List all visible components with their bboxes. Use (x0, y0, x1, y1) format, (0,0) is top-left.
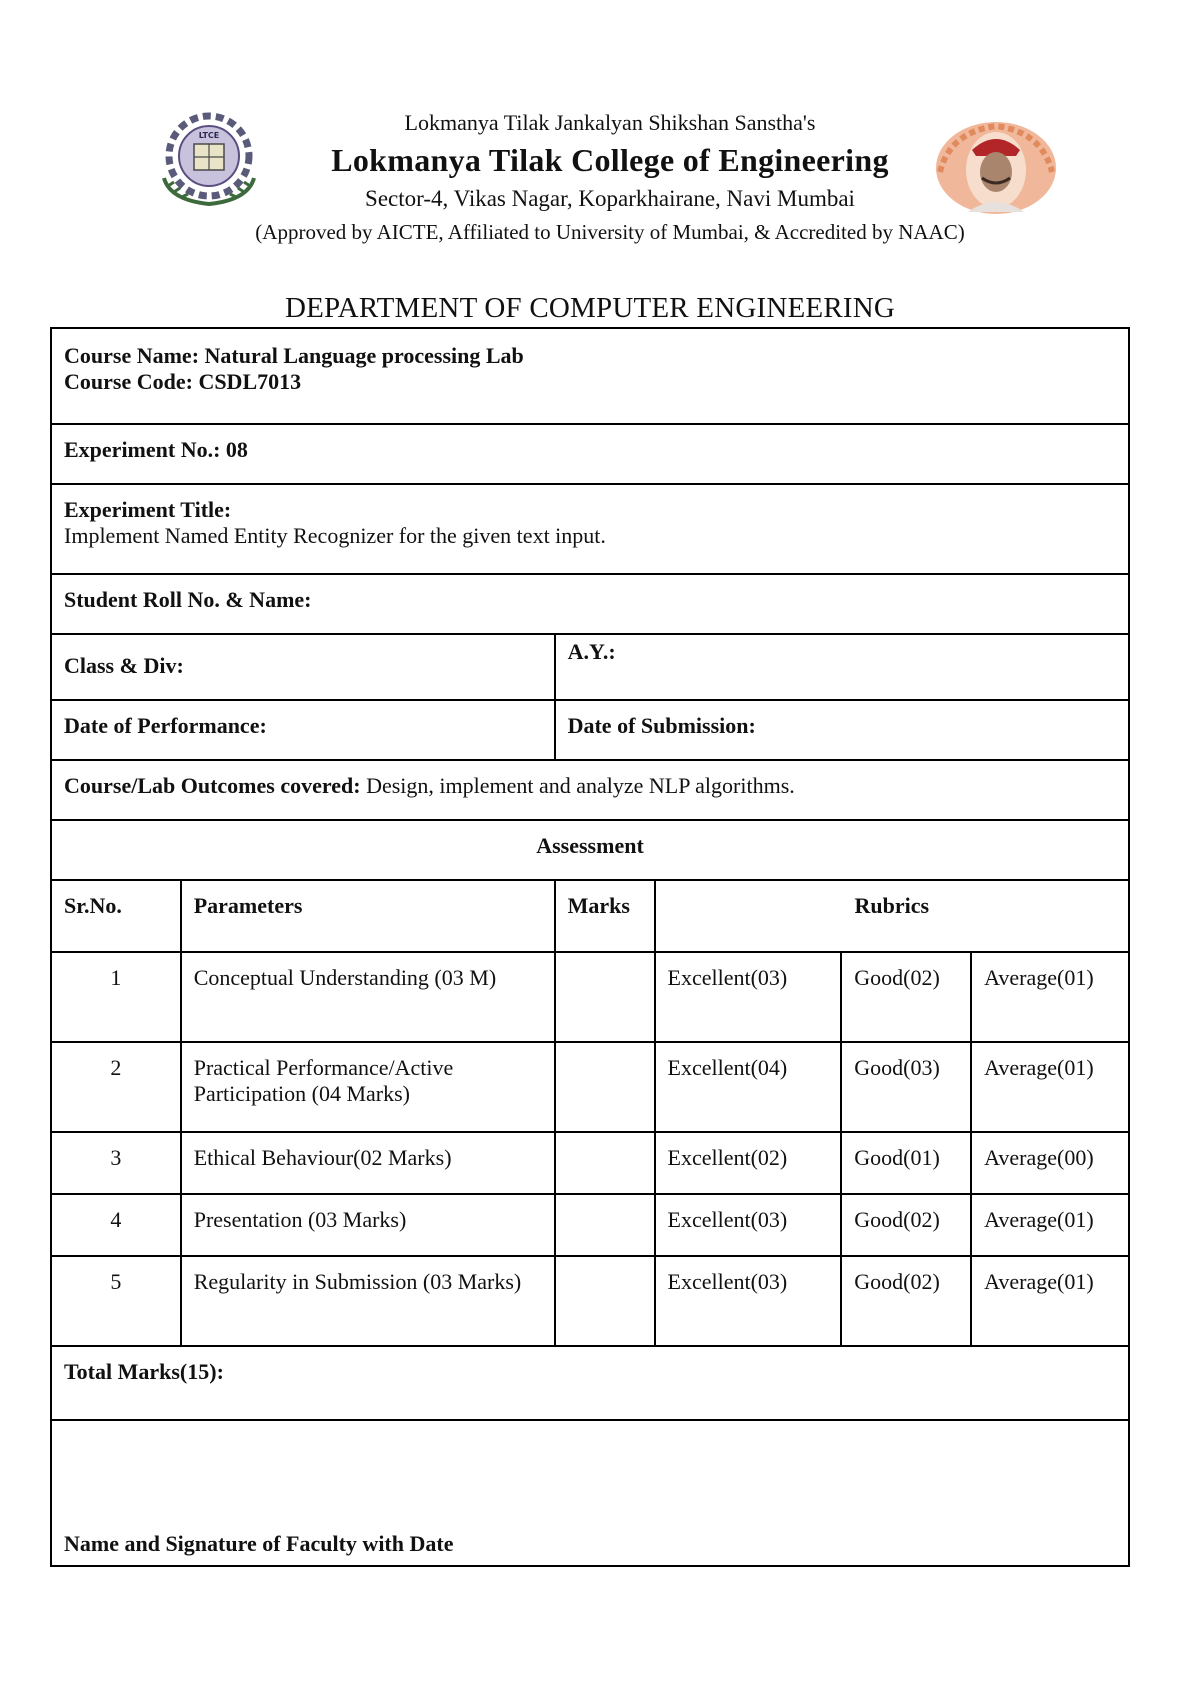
experiment-title-value: Implement Named Entity Recognizer for the given text input. (64, 523, 606, 548)
row-marks (555, 1132, 655, 1194)
course-code-value: CSDL7013 (198, 369, 302, 394)
row-good: Good(02) (841, 1194, 971, 1256)
class-div-label: Class & Div: (51, 634, 555, 700)
experiment-no-value: 08 (225, 437, 248, 462)
class-row (51, 634, 1129, 700)
experiment-title-cell (51, 484, 1129, 574)
row-parameter: Presentation (03 Marks) (181, 1194, 555, 1256)
header-srno: Sr.No. (51, 880, 181, 952)
assessment-header-row (51, 880, 1129, 952)
institution-header (0, 0, 1200, 260)
row-srno: 4 (51, 1194, 181, 1256)
row-good: Good(01) (841, 1132, 971, 1194)
row-excellent: Excellent(02) (655, 1132, 842, 1194)
student-row (51, 574, 1129, 634)
student-roll-label: Student Roll No. & Name: (51, 574, 1129, 634)
row-srno: 2 (51, 1042, 181, 1132)
row-marks (555, 1042, 655, 1132)
emblem-text: LTCE (198, 131, 220, 140)
table-row (51, 1132, 1129, 1194)
row-marks (555, 952, 655, 1042)
sanstha-name: Lokmanya Tilak Jankalyan Shikshan Sanstha's (404, 110, 816, 135)
row-marks (555, 1256, 655, 1346)
row-excellent: Excellent(03) (655, 1256, 842, 1346)
table-row (51, 1042, 1129, 1132)
row-average: Average(01) (971, 1042, 1129, 1132)
experiment-no-row (51, 424, 1129, 484)
row-marks (555, 1194, 655, 1256)
header-rubrics: Rubrics (655, 880, 1129, 952)
assessment-title: Assessment (51, 820, 1129, 880)
row-average: Average(01) (971, 1256, 1129, 1346)
row-parameter: Ethical Behaviour(02 Marks) (181, 1132, 555, 1194)
row-srno: 5 (51, 1256, 181, 1346)
outcomes-cell (51, 760, 1129, 820)
course-name-value: Natural Language processing Lab (204, 343, 524, 368)
table-row (51, 952, 1129, 1042)
date-performance-label: Date of Performance: (51, 700, 555, 760)
row-srno: 1 (51, 952, 181, 1042)
total-marks-label: Total Marks(15): (51, 1346, 1129, 1420)
department-title: DEPARTMENT OF COMPUTER ENGINEERING (284, 292, 896, 324)
row-good: Good(02) (841, 952, 971, 1042)
row-excellent: Excellent(03) (655, 952, 842, 1042)
college-approval: (Approved by AICTE, Affiliated to University of Mumbai, & Accredited by NAAC) (255, 220, 965, 244)
faculty-signature-label: Name and Signature of Faculty with Date (51, 1420, 1129, 1566)
experiment-title-label: Experiment Title: (64, 497, 232, 522)
course-row (51, 328, 1129, 424)
row-good: Good(02) (841, 1256, 971, 1346)
signature-row (51, 1420, 1129, 1566)
row-excellent: Excellent(03) (655, 1194, 842, 1256)
outcomes-label: Course/Lab Outcomes covered: (64, 773, 361, 798)
assessment-title-row (51, 820, 1129, 880)
row-parameter: Regularity in Submission (03 Marks) (181, 1256, 555, 1346)
founder-portrait-icon (930, 112, 1062, 218)
course-name-label: Course Name: (64, 343, 200, 368)
row-average: Average(01) (971, 952, 1129, 1042)
total-marks-row (51, 1346, 1129, 1420)
experiment-no-label: Experiment No.: (64, 437, 221, 462)
date-submission-label: Date of Submission: (555, 700, 1129, 760)
course-cell (51, 328, 1129, 424)
row-srno: 3 (51, 1132, 181, 1194)
header-marks: Marks (555, 880, 655, 952)
course-code-label: Course Code: (64, 369, 193, 394)
row-good: Good(03) (841, 1042, 971, 1132)
college-name: Lokmanya Tilak College of Engineering (331, 142, 889, 178)
experiment-title-row (51, 484, 1129, 574)
row-excellent: Excellent(04) (655, 1042, 842, 1132)
experiment-no-cell (51, 424, 1129, 484)
outcomes-value: Design, implement and analyze NLP algorithms. (366, 773, 795, 798)
row-parameter: Conceptual Understanding (03 M) (181, 952, 555, 1042)
row-average: Average(01) (971, 1194, 1129, 1256)
academic-year-label: A.Y.: (555, 634, 1129, 700)
lab-assessment-form (50, 327, 1130, 1567)
header-parameters: Parameters (181, 880, 555, 952)
table-row (51, 1256, 1129, 1346)
college-address: Sector-4, Vikas Nagar, Koparkhairane, Navi Mumbai (365, 186, 855, 211)
row-parameter: Practical Performance/Active Participation (04 Marks) (181, 1042, 555, 1132)
dates-row (51, 700, 1129, 760)
row-average: Average(00) (971, 1132, 1129, 1194)
outcomes-row (51, 760, 1129, 820)
table-row (51, 1194, 1129, 1256)
